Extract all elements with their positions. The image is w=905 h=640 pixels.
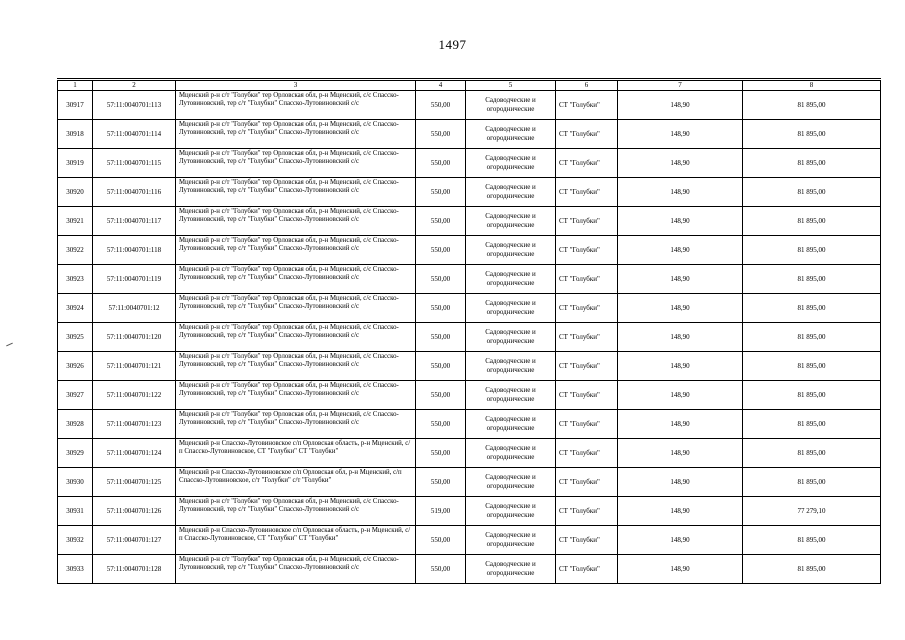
- table-row: [58, 555, 881, 584]
- table-header: [58, 80, 881, 91]
- cell-cadastral-number: 57:11:0040701:118: [93, 236, 176, 265]
- cell-row-number: 30921: [58, 207, 93, 236]
- table-row: [58, 497, 881, 526]
- cell-land-use-category: Садоводческие и огороднические: [466, 120, 556, 149]
- cell-specific-rate: 148,90: [618, 352, 743, 381]
- table-row: [58, 526, 881, 555]
- cell-owner: СТ "Голубки": [556, 294, 618, 323]
- cell-row-number: 30930: [58, 468, 93, 497]
- cell-land-use-category: Садоводческие и огороднические: [466, 91, 556, 120]
- cell-cadastral-number: 57:11:0040701:127: [93, 526, 176, 555]
- cell-cadastral-value: 81 895,00: [743, 207, 881, 236]
- cell-cadastral-value: 81 895,00: [743, 149, 881, 178]
- land-valuation-table-container: [57, 78, 880, 584]
- cell-cadastral-number: 57:11:0040701:123: [93, 410, 176, 439]
- page-number: 1497: [438, 37, 467, 52]
- cell-owner: СТ "Голубки": [556, 178, 618, 207]
- cell-row-number: 30920: [58, 178, 93, 207]
- cell-area: 550,00: [416, 352, 466, 381]
- cell-location: Мценский р-н с/т "Голубки" тер Орловская обл, р-н Мценский, с/с Спасско-Лутовиновский, тер с/т "Голубки" Спасско-Лутовиновский с/с: [176, 294, 416, 323]
- header-col-7: 7: [618, 80, 743, 91]
- cell-specific-rate: 148,90: [618, 410, 743, 439]
- cell-land-use-category: Садоводческие и огороднические: [466, 381, 556, 410]
- cell-cadastral-number: 57:11:0040701:124: [93, 439, 176, 468]
- cell-location: Мценский р-н Спасско-Лутовиновское с/п Орловская обл, р-н Мценский, с/п Спасско-Лутовиновское, с/т "Голубки" с/т "Голубки": [176, 468, 416, 497]
- cell-row-number: 30919: [58, 149, 93, 178]
- cell-owner: СТ "Голубки": [556, 410, 618, 439]
- cell-owner: СТ "Голубки": [556, 381, 618, 410]
- cell-cadastral-value: 81 895,00: [743, 91, 881, 120]
- cell-cadastral-value: 77 279,10: [743, 497, 881, 526]
- cell-location: Мценский р-н с/т "Голубки" тер Орловская обл, р-н Мценский, с/с Спасско-Лутовиновский, тер с/т "Голубки" Спасско-Лутовиновский с/с: [176, 352, 416, 381]
- scan-artifact-mark: [6, 343, 13, 347]
- cell-cadastral-number: 57:11:0040701:113: [93, 91, 176, 120]
- cell-cadastral-value: 81 895,00: [743, 439, 881, 468]
- cell-row-number: 30924: [58, 294, 93, 323]
- cell-owner: СТ "Голубки": [556, 207, 618, 236]
- cell-area: 550,00: [416, 149, 466, 178]
- cell-owner: СТ "Голубки": [556, 149, 618, 178]
- cell-location: Мценский р-н с/т "Голубки" тер Орловская обл, р-н Мценский, с/с Спасско-Лутовиновский, тер с/т "Голубки" Спасско-Лутовиновский с/с: [176, 91, 416, 120]
- cell-location: Мценский р-н с/т "Голубки" тер Орловская обл, р-н Мценский, с/с Спасско-Лутовиновский, тер с/т "Голубки" Спасско-Лутовиновский с/с: [176, 410, 416, 439]
- cell-cadastral-number: 57:11:0040701:116: [93, 178, 176, 207]
- cell-location: Мценский р-н с/т "Голубки" тер Орловская обл, р-н Мценский, с/с Спасско-Лутовиновский, тер с/т "Голубки" Спасско-Лутовиновский с/с: [176, 149, 416, 178]
- cell-row-number: 30922: [58, 236, 93, 265]
- cell-row-number: 30917: [58, 91, 93, 120]
- cell-cadastral-value: 81 895,00: [743, 120, 881, 149]
- cell-specific-rate: 148,90: [618, 497, 743, 526]
- cell-location: Мценский р-н с/т "Голубки" тер Орловская обл, р-н Мценский, с/с Спасско-Лутовиновский, тер с/т "Голубки" Спасско-Лутовиновский с/с: [176, 323, 416, 352]
- cell-owner: СТ "Голубки": [556, 439, 618, 468]
- cell-cadastral-value: 81 895,00: [743, 236, 881, 265]
- table-row: [58, 265, 881, 294]
- table-row: [58, 294, 881, 323]
- table-row: [58, 439, 881, 468]
- table-row: [58, 323, 881, 352]
- table-row: [58, 352, 881, 381]
- cell-owner: СТ "Голубки": [556, 555, 618, 584]
- cell-specific-rate: 148,90: [618, 555, 743, 584]
- cell-owner: СТ "Голубки": [556, 352, 618, 381]
- cell-row-number: 30923: [58, 265, 93, 294]
- table-row: [58, 236, 881, 265]
- cell-location: Мценский р-н с/т "Голубки" тер Орловская обл, р-н Мценский, с/с Спасско-Лутовиновский, тер с/т "Голубки" Спасско-Лутовиновский с/с: [176, 120, 416, 149]
- header-col-1: 1: [58, 80, 93, 91]
- cell-location: Мценский р-н с/т "Голубки" тер Орловская обл, р-н Мценский, с/с Спасско-Лутовиновский, тер с/т "Голубки" Спасско-Лутовиновский с/с: [176, 497, 416, 526]
- table-row: [58, 149, 881, 178]
- cell-land-use-category: Садоводческие и огороднические: [466, 439, 556, 468]
- cell-area: 519,00: [416, 497, 466, 526]
- cell-land-use-category: Садоводческие и огороднические: [466, 323, 556, 352]
- cell-cadastral-value: 81 895,00: [743, 178, 881, 207]
- cell-row-number: 30918: [58, 120, 93, 149]
- cell-area: 550,00: [416, 236, 466, 265]
- cell-location: Мценский р-н с/т "Голубки" тер Орловская обл, р-н Мценский, с/с Спасско-Лутовиновский, тер с/т "Голубки" Спасско-Лутовиновский с/с: [176, 178, 416, 207]
- header-col-2: 2: [93, 80, 176, 91]
- header-col-6: 6: [556, 80, 618, 91]
- cell-area: 550,00: [416, 207, 466, 236]
- cell-specific-rate: 148,90: [618, 468, 743, 497]
- cell-cadastral-number: 57:11:0040701:117: [93, 207, 176, 236]
- cell-area: 550,00: [416, 439, 466, 468]
- cell-cadastral-number: 57:11:0040701:115: [93, 149, 176, 178]
- cell-area: 550,00: [416, 323, 466, 352]
- cell-cadastral-number: 57:11:0040701:121: [93, 352, 176, 381]
- land-valuation-table: [57, 78, 881, 584]
- cell-row-number: 30933: [58, 555, 93, 584]
- header-col-4: 4: [416, 80, 466, 91]
- cell-owner: СТ "Голубки": [556, 468, 618, 497]
- cell-row-number: 30932: [58, 526, 93, 555]
- cell-cadastral-number: 57:11:0040701:12: [93, 294, 176, 323]
- cell-land-use-category: Садоводческие и огороднические: [466, 178, 556, 207]
- table-row: [58, 468, 881, 497]
- cell-land-use-category: Садоводческие и огороднические: [466, 468, 556, 497]
- cell-row-number: 30928: [58, 410, 93, 439]
- cell-owner: СТ "Голубки": [556, 265, 618, 294]
- cell-specific-rate: 148,90: [618, 149, 743, 178]
- cell-specific-rate: 148,90: [618, 323, 743, 352]
- table-row: [58, 381, 881, 410]
- cell-location: Мценский р-н с/т "Голубки" тер Орловская обл, р-н Мценский, с/с Спасско-Лутовиновский, тер с/т "Голубки" Спасско-Лутовиновский с/с: [176, 555, 416, 584]
- cell-area: 550,00: [416, 526, 466, 555]
- header-col-8: 8: [743, 80, 881, 91]
- cell-land-use-category: Садоводческие и огороднические: [466, 497, 556, 526]
- cell-specific-rate: 148,90: [618, 526, 743, 555]
- cell-area: 550,00: [416, 410, 466, 439]
- cell-land-use-category: Садоводческие и огороднические: [466, 149, 556, 178]
- cell-row-number: 30927: [58, 381, 93, 410]
- cell-cadastral-value: 81 895,00: [743, 468, 881, 497]
- cell-area: 550,00: [416, 555, 466, 584]
- cell-owner: СТ "Голубки": [556, 236, 618, 265]
- cell-land-use-category: Садоводческие и огороднические: [466, 265, 556, 294]
- header-col-3: 3: [176, 80, 416, 91]
- cell-area: 550,00: [416, 91, 466, 120]
- cell-row-number: 30929: [58, 439, 93, 468]
- cell-cadastral-number: 57:11:0040701:114: [93, 120, 176, 149]
- cell-cadastral-number: 57:11:0040701:126: [93, 497, 176, 526]
- cell-area: 550,00: [416, 294, 466, 323]
- cell-owner: СТ "Голубки": [556, 526, 618, 555]
- cell-area: 550,00: [416, 381, 466, 410]
- cell-specific-rate: 148,90: [618, 294, 743, 323]
- cell-area: 550,00: [416, 468, 466, 497]
- header-col-5: 5: [466, 80, 556, 91]
- cell-specific-rate: 148,90: [618, 178, 743, 207]
- cell-row-number: 30931: [58, 497, 93, 526]
- table-row: [58, 410, 881, 439]
- cell-location: Мценский р-н с/т "Голубки" тер Орловская обл, р-н Мценский, с/с Спасско-Лутовиновский, тер с/т "Голубки" Спасско-Лутовиновский с/с: [176, 265, 416, 294]
- cell-specific-rate: 148,90: [618, 381, 743, 410]
- cell-cadastral-value: 81 895,00: [743, 526, 881, 555]
- cell-area: 550,00: [416, 265, 466, 294]
- cell-specific-rate: 148,90: [618, 91, 743, 120]
- cell-specific-rate: 148,90: [618, 207, 743, 236]
- cell-land-use-category: Садоводческие и огороднические: [466, 207, 556, 236]
- cell-owner: СТ "Голубки": [556, 497, 618, 526]
- table-row: [58, 207, 881, 236]
- cell-cadastral-value: 81 895,00: [743, 323, 881, 352]
- cell-cadastral-value: 81 895,00: [743, 265, 881, 294]
- cell-specific-rate: 148,90: [618, 439, 743, 468]
- cell-cadastral-number: 57:11:0040701:125: [93, 468, 176, 497]
- cell-location: Мценский р-н с/т "Голубки" тер Орловская обл, р-н Мценский, с/с Спасско-Лутовиновский, тер с/т "Голубки" Спасско-Лутовиновский с/с: [176, 207, 416, 236]
- cell-row-number: 30925: [58, 323, 93, 352]
- cell-owner: СТ "Голубки": [556, 323, 618, 352]
- cell-land-use-category: Садоводческие и огороднические: [466, 236, 556, 265]
- cell-cadastral-number: 57:11:0040701:128: [93, 555, 176, 584]
- cell-land-use-category: Садоводческие и огороднические: [466, 526, 556, 555]
- cell-land-use-category: Садоводческие и огороднические: [466, 410, 556, 439]
- cell-row-number: 30926: [58, 352, 93, 381]
- cell-cadastral-number: 57:11:0040701:120: [93, 323, 176, 352]
- cell-owner: СТ "Голубки": [556, 91, 618, 120]
- cell-land-use-category: Садоводческие и огороднические: [466, 352, 556, 381]
- cell-cadastral-value: 81 895,00: [743, 352, 881, 381]
- cell-location: Мценский р-н с/т "Голубки" тер Орловская обл, р-н Мценский, с/с Спасско-Лутовиновский, тер с/т "Голубки" Спасско-Лутовиновский с/с: [176, 236, 416, 265]
- cell-cadastral-value: 81 895,00: [743, 381, 881, 410]
- cell-land-use-category: Садоводческие и огороднические: [466, 555, 556, 584]
- table-row: [58, 91, 881, 120]
- cell-area: 550,00: [416, 178, 466, 207]
- cell-area: 550,00: [416, 120, 466, 149]
- table-row: [58, 120, 881, 149]
- cell-owner: СТ "Голубки": [556, 120, 618, 149]
- cell-location: Мценский р-н с/т "Голубки" тер Орловская обл, р-н Мценский, с/с Спасско-Лутовиновский, тер с/т "Голубки" Спасско-Лутовиновский с/с: [176, 381, 416, 410]
- cell-location: Мценский р-н Спасско-Лутовиновское с/п Орловская область, р-н Мценский, с/п Спасско-Лутовиновское, СТ "Голубки" СТ "Голубки": [176, 439, 416, 468]
- cell-cadastral-value: 81 895,00: [743, 410, 881, 439]
- cell-cadastral-value: 81 895,00: [743, 555, 881, 584]
- cell-location: Мценский р-н Спасско-Лутовиновское с/п Орловская область, р-н Мценский, с/п Спасско-Лутовиновское, СТ "Голубки" СТ "Голубки": [176, 526, 416, 555]
- cell-land-use-category: Садоводческие и огороднические: [466, 294, 556, 323]
- cell-cadastral-number: 57:11:0040701:122: [93, 381, 176, 410]
- cell-cadastral-number: 57:11:0040701:119: [93, 265, 176, 294]
- cell-cadastral-value: 81 895,00: [743, 294, 881, 323]
- cell-specific-rate: 148,90: [618, 120, 743, 149]
- table-body: [58, 91, 881, 584]
- table-row: [58, 178, 881, 207]
- cell-specific-rate: 148,90: [618, 265, 743, 294]
- cell-specific-rate: 148,90: [618, 236, 743, 265]
- table-header-row: [58, 80, 881, 91]
